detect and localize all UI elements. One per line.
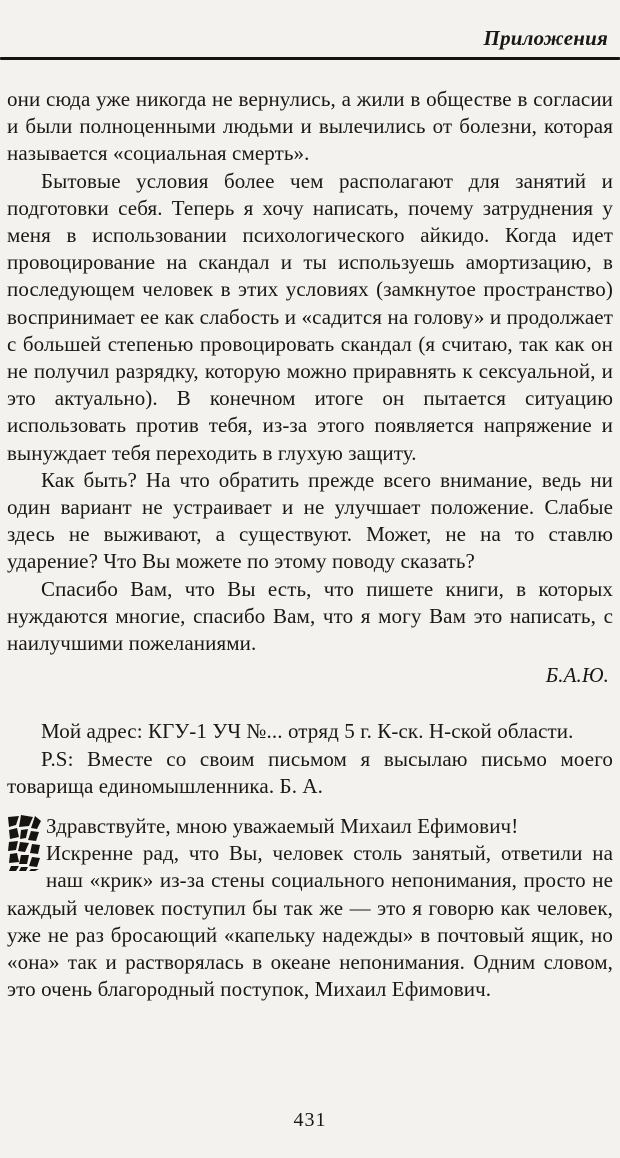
paragraph-continuation: они сюда уже никогда не вернулись, а жили в обществе в согласии и были полноценными людьми и вылечились от болезни, которая называется «социальная смерть». (7, 87, 613, 166)
paragraph-greeting: Здравствуйте, мною уважаемый Михаил Ефимович! (46, 814, 519, 839)
second-letter (7, 813, 613, 1003)
header-rule (0, 57, 620, 60)
page-content (7, 86, 613, 1004)
paragraph-address: Мой адрес: КГУ-1 УЧ №... отряд 5 г. К-ск. Н-ской области. (41, 719, 574, 744)
mosaic-ornament-icon (7, 815, 41, 871)
paragraph-what-to-do: Как быть? На что обратить прежде всего внимание, ведь ни один вариант не устраивает и не улучшает положение. Слабые здесь не выживают, а существуют. Может, не на то ставлю ударение? Что Вы можете по этому поводу сказать? (7, 467, 613, 574)
page-number: 431 (293, 1109, 327, 1131)
paragraph-thanks: Спасибо Вам, что Вы есть, что пишете книги, в которых нуждаются многие, спасибо Вам, что я могу Вам это написать, с наилучшими пожеланиями. (7, 576, 613, 656)
letter-signature: Б.А.Ю. (545, 663, 609, 688)
running-header: Приложения (483, 26, 608, 50)
paragraph-postscript: P.S: Вместе со своим письмом я высылаю письмо моего товарища единомышленника. Б. А. (7, 746, 613, 798)
paragraph-living-conditions: Бытовые условия более чем располагают для занятий и подготовки себя. Теперь я хочу написать, почему затруднения у меня в использовании психологического айкидо. Когда идет провоцирование на скандал и ты используешь амортизацию, в последующем человек в этих условиях (замкнутое пространство) воспринимает ее как слабость и «садится на голову» и продолжает с большей степенью провоцировать скандал (я считаю, так как он не получил разрядку, которую можно приравнять к сексуальной, и это актуально). В конечном итоге он пытается ситуацию использовать против тебя, из-за этого появляется напряжение и вынуждает тебя переходить в глухую защиту. (7, 168, 613, 465)
paragraph-second-letter-body: Искренне рад, что Вы, человек столь занятый, ответили на наш «крик» из-за стены социального непонимания, просто не каждый человек поступил бы так же — это я говорю как человек, уже не раз бросающий «капельку надежды» в почтовый ящик, но «она» так и растворялась в океане непонимания. Одним словом, это очень благородный поступок, Михаил Ефимович. (7, 841, 613, 1002)
